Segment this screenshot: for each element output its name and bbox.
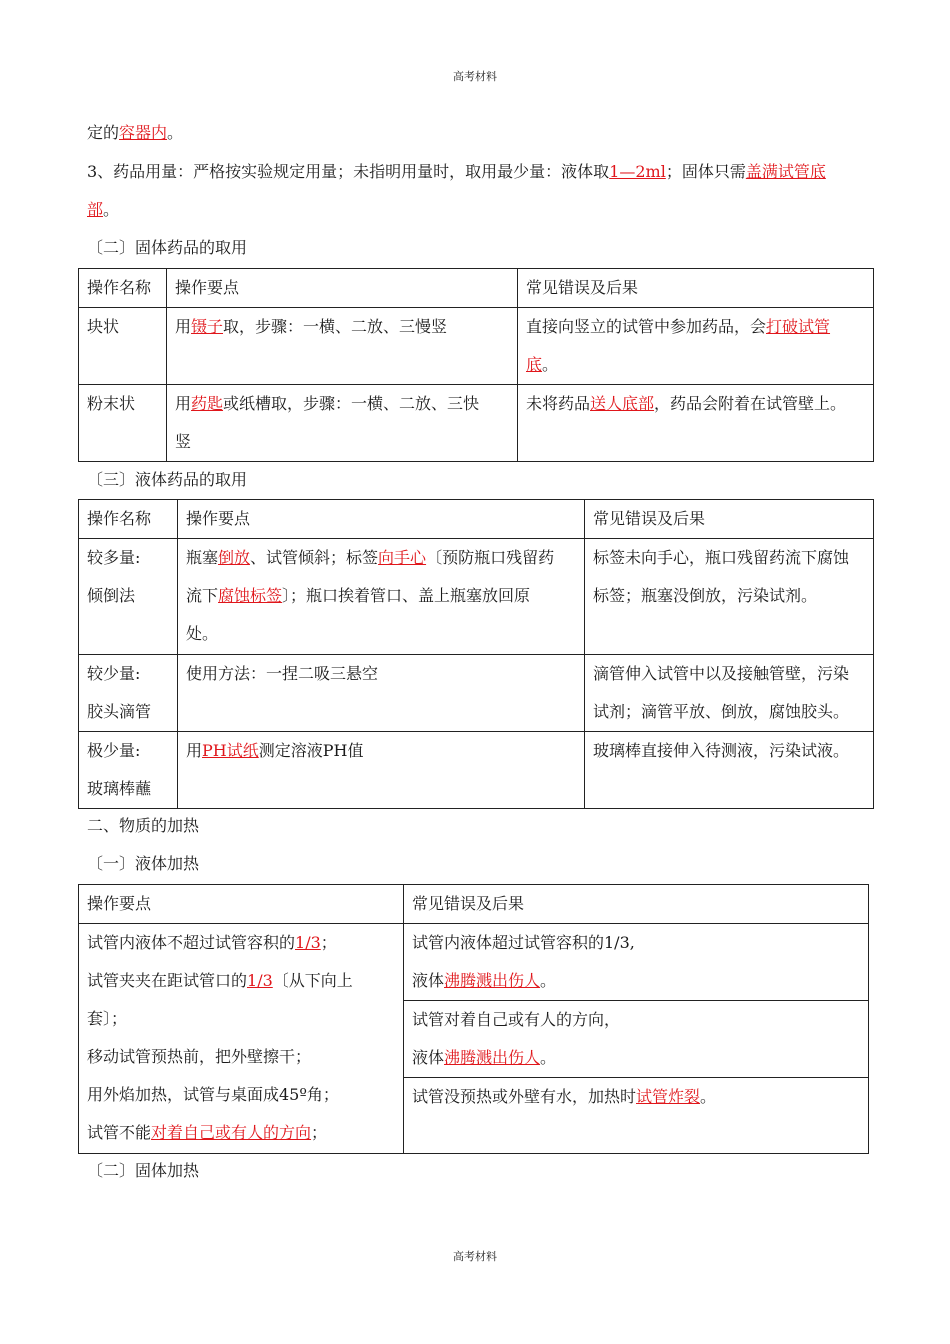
solid-heating-heading: 〔二〕固体加热 [87, 1161, 200, 1180]
err-cell: 玻璃棒直接伸入待测液，污染试液。 [585, 732, 874, 809]
op-cell: 用镊子取，步骤：一横、二放、三慢竖 [167, 308, 518, 385]
solid-heading: 〔二〕固体药品的取用 [87, 238, 248, 257]
table-row [79, 924, 869, 1001]
op-cell: 使用方法：一捏二吸三悬空 [178, 655, 585, 732]
table-row [79, 732, 874, 809]
name-cell: 块状 [79, 308, 167, 385]
header-cell: 操作名称 [79, 269, 167, 308]
solid-table [78, 268, 874, 462]
header-cell: 常见错误及后果 [404, 885, 869, 924]
table-row [79, 308, 874, 385]
table-row [79, 655, 874, 732]
header-cell: 常见错误及后果 [518, 269, 874, 308]
table-row [79, 539, 874, 655]
header-cell: 操作要点 [178, 500, 585, 539]
name-cell: 极少量: 玻璃棒蘸 [79, 732, 178, 809]
err-cell: 直接向竖立的试管中参加药品，会打破试管 底。 [518, 308, 874, 385]
page-footer: 高考材料 [453, 1250, 497, 1263]
op-cell: 试管内液体不超过试管容积的1/3； 试管夹夹在距试管口的1/3〔从下向上 套〕； 移动试管预热前，把外壁擦干； 用外焰加热，试管与桌面成45º角； 试管不能对着自己或有人的方向； [79, 924, 404, 1154]
liquid-heating-heading: 〔一〕液体加热 [87, 854, 200, 873]
err-cell: 标签未向手心，瓶口残留药流下腐蚀 标签；瓶塞没倒放，污染试剂。 [585, 539, 874, 655]
intro-line-3: 部。 [87, 200, 120, 219]
header-cell: 常见错误及后果 [585, 500, 874, 539]
err-cell: 试管内液体超过试管容积的1/3, 液体沸腾溅出伤人。 [404, 924, 869, 1001]
intro-line-2: 3、药品用量：严格按实验规定用量；未指明用量时，取用最少量：液体取1—2ml；固体只需盖满试管底 [87, 162, 826, 181]
op-cell: 用PH试纸测定溶液PH值 [178, 732, 585, 809]
err-cell: 滴管伸入试管中以及接触管壁，污染 试剂；滴管平放、倒放，腐蚀胶头。 [585, 655, 874, 732]
heating-heading: 二、物质的加热 [87, 816, 200, 835]
header-cell: 操作要点 [79, 885, 404, 924]
page-header: 高考材料 [453, 70, 497, 83]
err-cell: 试管没预热或外壁有水，加热时试管炸裂。 [404, 1078, 869, 1154]
liquid-heading: 〔三〕液体药品的取用 [87, 470, 248, 489]
name-cell: 粉末状 [79, 385, 167, 462]
table-header-row [79, 500, 874, 539]
header-cell: 操作名称 [79, 500, 178, 539]
header-cell: 操作要点 [167, 269, 518, 308]
intro-line-1: 定的容器内。 [87, 123, 184, 142]
name-cell: 较多量: 倾倒法 [79, 539, 178, 655]
op-cell: 瓶塞倒放、试管倾斜；标签向手心〔预防瓶口残留药 流下腐蚀标签〕；瓶口挨着管口、盖上瓶塞放回原 处。 [178, 539, 585, 655]
table-row [79, 385, 874, 462]
table-header-row [79, 885, 869, 924]
name-cell: 较少量: 胶头滴管 [79, 655, 178, 732]
op-cell: 用药匙或纸槽取，步骤：一横、二放、三快 竖 [167, 385, 518, 462]
err-cell: 未将药品送人底部，药品会附着在试管壁上。 [518, 385, 874, 462]
err-cell: 试管对着自己或有人的方向， 液体沸腾溅出伤人。 [404, 1001, 869, 1078]
table-header-row [79, 269, 874, 308]
heating-table [78, 884, 869, 1154]
liquid-table [78, 499, 874, 809]
